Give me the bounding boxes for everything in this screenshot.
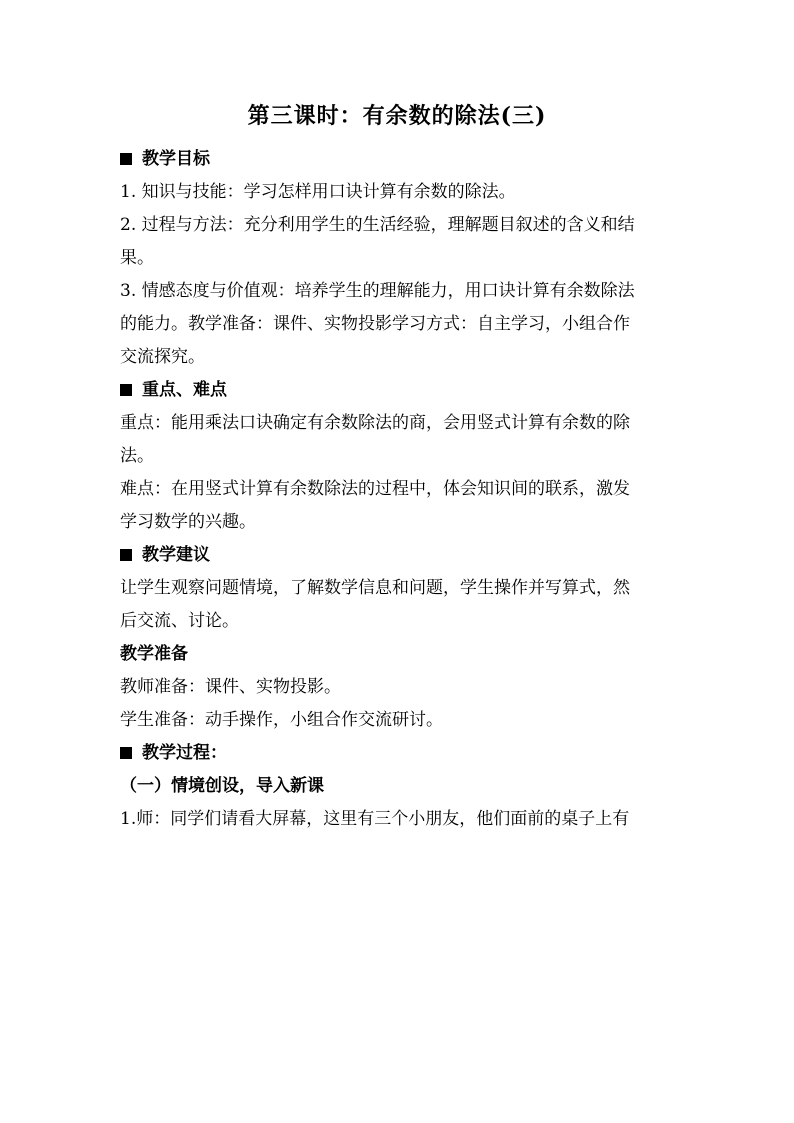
- paragraph-line: 难点：在用竖式计算有余数除法的过程中，体会知识间的联系，激发: [120, 479, 630, 499]
- section-heading-advice: 教学建议: [120, 539, 680, 572]
- paragraph-line: 1. 知识与技能：学习怎样用口诀计算有余数的除法。: [120, 182, 516, 202]
- section-heading-preparation: 教学准备: [120, 644, 188, 664]
- paragraph-line: 的能力。教学准备：课件、实物投影学习方式：自主学习，小组合作: [120, 314, 630, 334]
- subsection-heading-step1: （一）情境创设，导入新课: [120, 776, 324, 796]
- paragraph-line: 3. 情感态度与价值观：培养学生的理解能力，用口诀计算有余数除法: [120, 281, 635, 301]
- document-body: [120, 143, 680, 836]
- paragraph-line: 后交流、讨论。: [120, 611, 239, 631]
- paragraph-line: 学生准备：动手操作，小组合作交流研讨。: [120, 710, 443, 730]
- section-heading-key-points: 重点、难点: [120, 374, 680, 407]
- paragraph-line: 教师准备：课件、实物投影。: [120, 677, 341, 697]
- paragraph-line: 学习数学的兴趣。: [120, 512, 256, 532]
- paragraph-line: 让学生观察问题情境，了解数学信息和问题，学生操作并写算式，然: [120, 578, 630, 598]
- square-bullet-icon: [120, 549, 132, 561]
- page-title: 第三课时：有余数的除法(三): [247, 103, 547, 129]
- square-bullet-icon: [120, 384, 132, 396]
- paragraph-line: 重点：能用乘法口诀确定有余数除法的商，会用竖式计算有余数的除: [120, 413, 630, 433]
- paragraph-line: 1.师：同学们请看大屏幕，这里有三个小朋友，他们面前的桌子上有: [120, 809, 630, 829]
- paragraph-line: 2. 过程与方法：充分利用学生的生活经验，理解题目叙述的含义和结: [120, 215, 635, 235]
- square-bullet-icon: [120, 747, 132, 759]
- paragraph-line: 交流探究。: [120, 347, 205, 367]
- paragraph-line: 法。: [120, 446, 154, 466]
- section-heading-goals: 教学目标: [120, 143, 680, 176]
- section-heading-process: 教学过程：: [120, 737, 680, 770]
- paragraph-line: 果。: [120, 248, 154, 268]
- square-bullet-icon: [120, 153, 132, 165]
